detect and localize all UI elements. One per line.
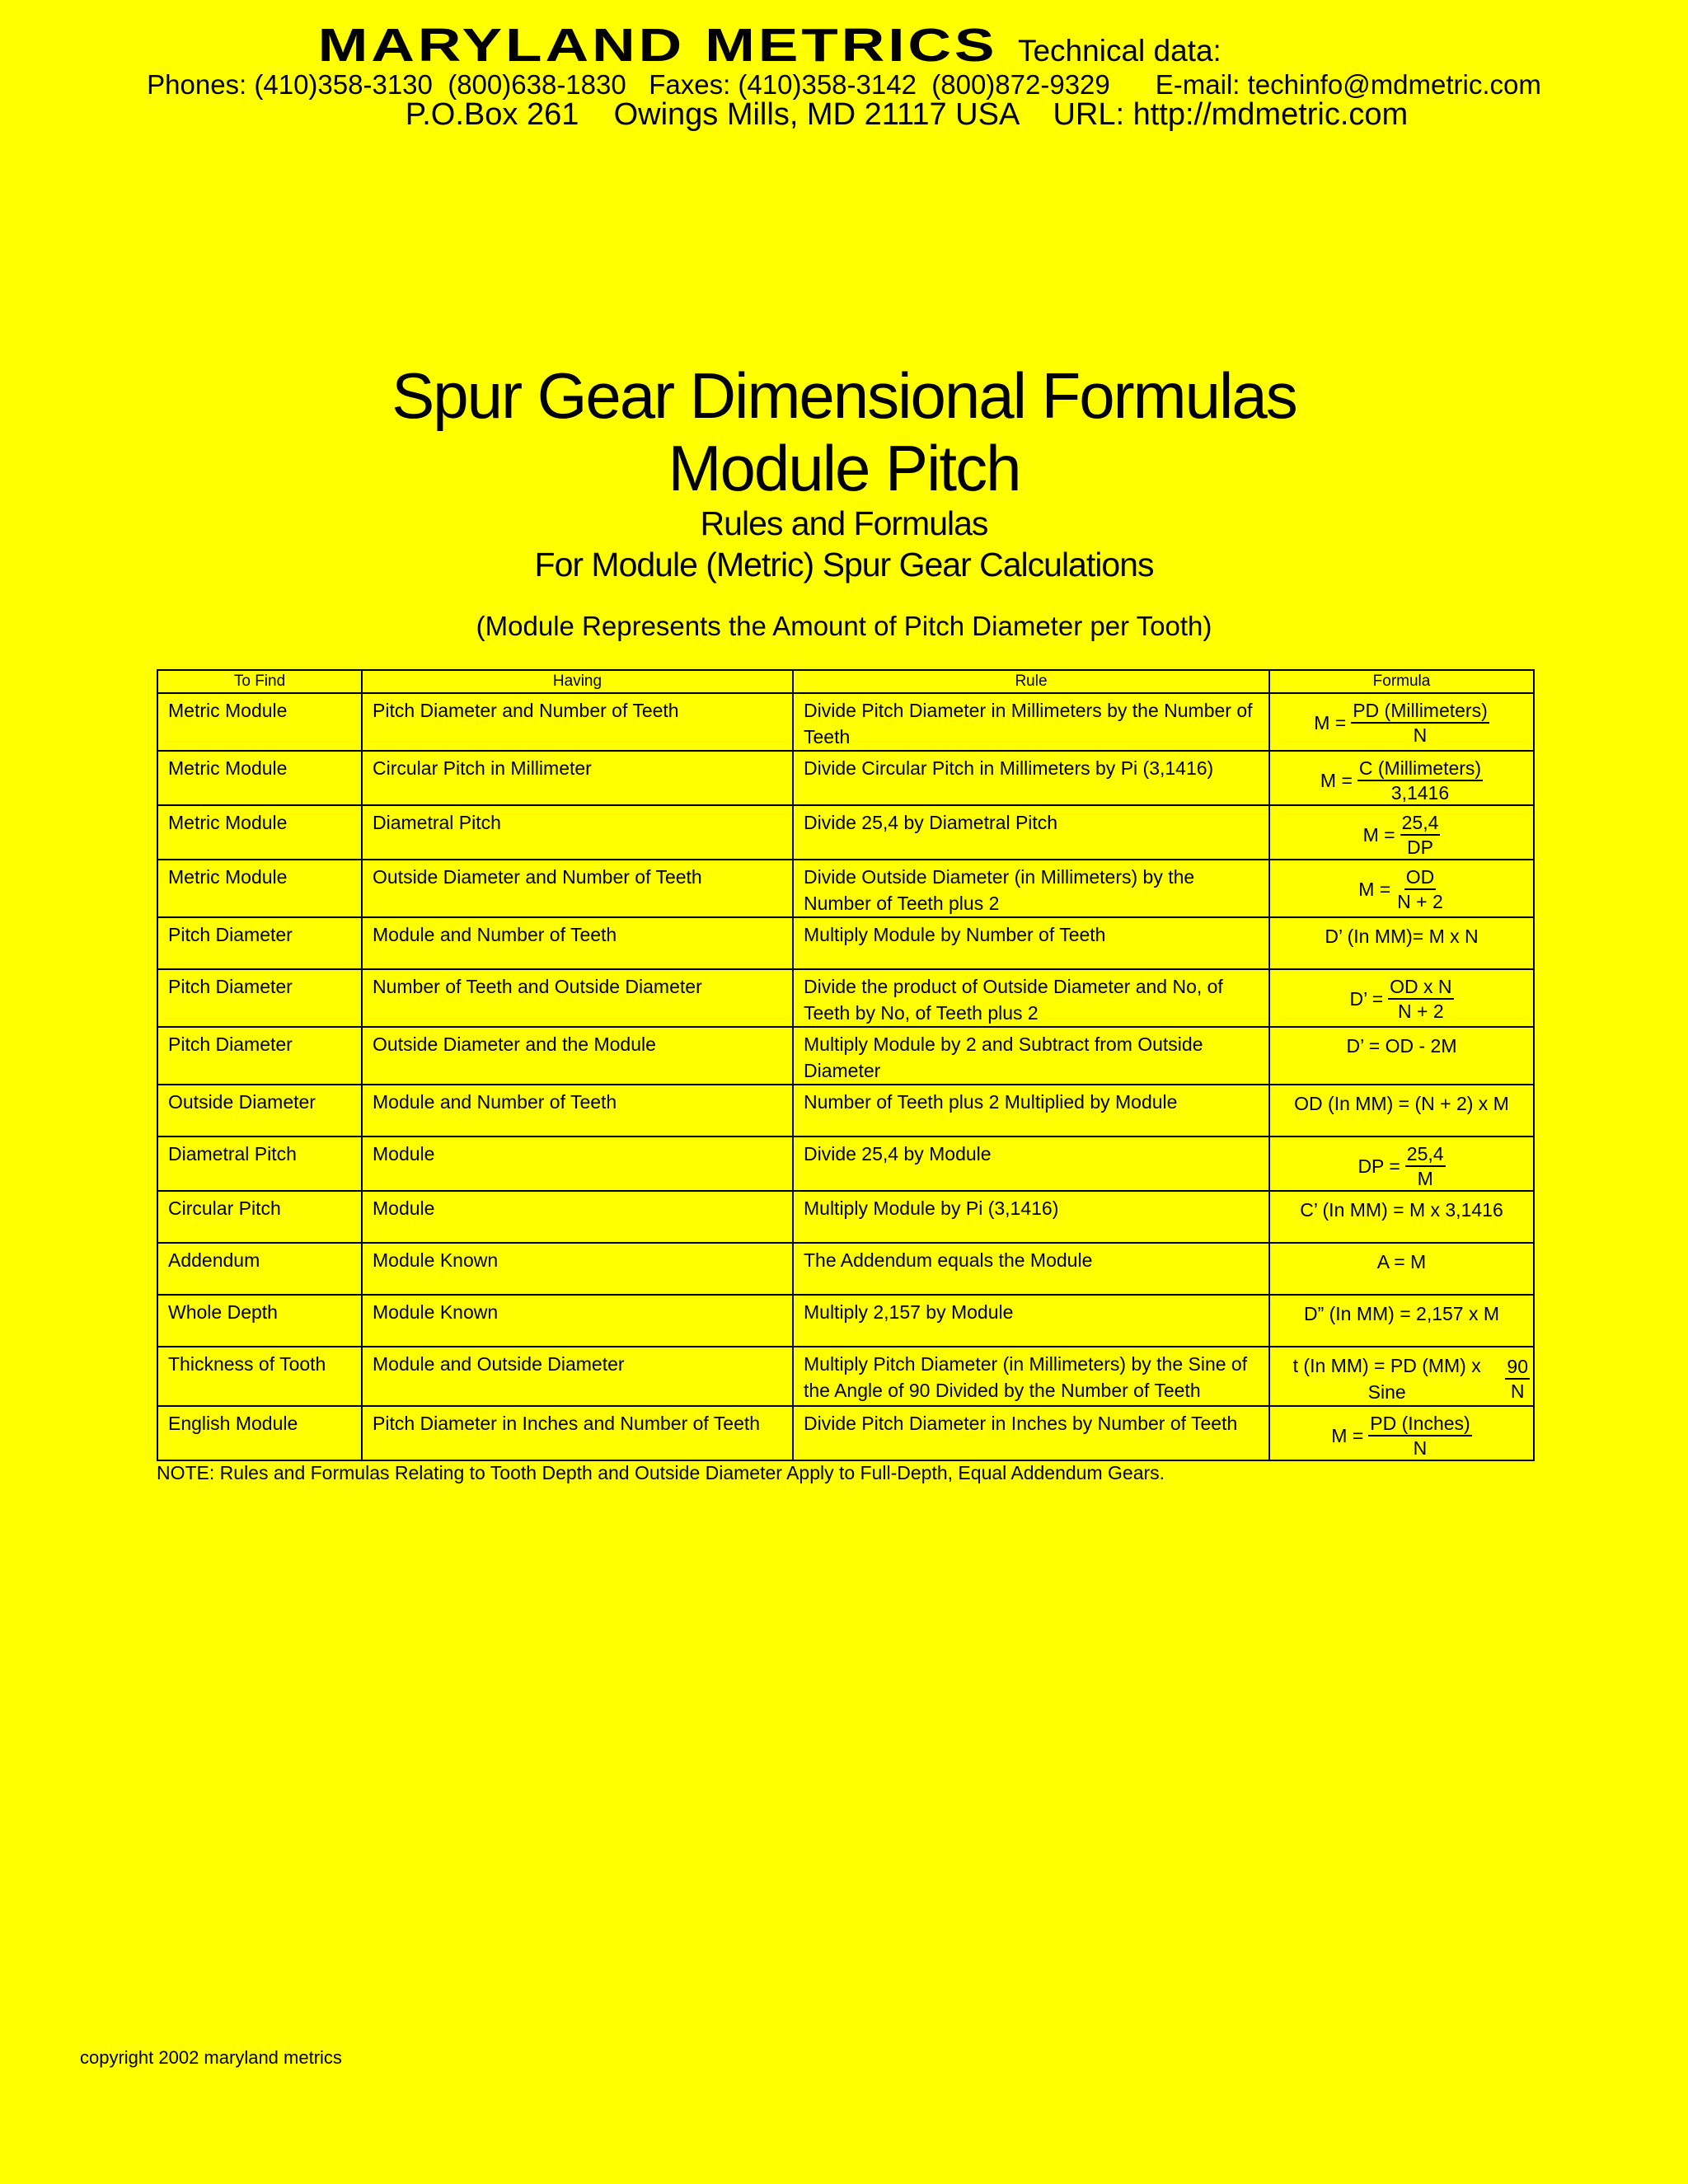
fraction — [1368, 1412, 1471, 1460]
table-row — [157, 917, 1534, 969]
fraction-formula — [1363, 811, 1441, 859]
cell-having: Module and Number of Teeth — [362, 1085, 793, 1137]
table-row — [157, 805, 1534, 860]
cell-to-find: Addendum — [157, 1243, 362, 1295]
cell-having: Circular Pitch in Millimeter — [362, 751, 793, 805]
technical-data-label: Technical data: — [1017, 34, 1221, 68]
page-subtitle: Module Pitch — [668, 432, 1020, 504]
formula-lhs: D’ = — [1349, 988, 1384, 1010]
table-row — [157, 1137, 1534, 1191]
inline-formula: C’ (In MM) = M x 3,1416 — [1300, 1199, 1503, 1221]
column-header-rule: Rule — [793, 670, 1269, 693]
cell-formula — [1269, 751, 1534, 805]
formula-lhs: M = — [1358, 879, 1391, 900]
formula-lhs: M = — [1331, 1425, 1364, 1446]
cell-having: Pitch Diameter and Number of Teeth — [362, 693, 793, 751]
cell-rule: Divide the product of Outside Diameter and No, of Teeth by No, of Teeth plus 2 — [793, 969, 1269, 1027]
cell-to-find: Whole Depth — [157, 1295, 362, 1347]
cell-formula — [1269, 1191, 1534, 1243]
fraction — [1388, 975, 1453, 1023]
cell-rule: Multiply Module by 2 and Subtract from Outside Diameter — [793, 1027, 1269, 1085]
cell-formula — [1269, 693, 1534, 751]
formula-lhs: t (In MM) = PD (MM) x Sine — [1292, 1355, 1481, 1403]
cell-having: Module and Number of Teeth — [362, 917, 793, 969]
fraction-numerator: 25,4 — [1400, 811, 1441, 836]
fraction-numerator: 25,4 — [1405, 1142, 1446, 1167]
fraction-numerator: 90 — [1505, 1355, 1530, 1380]
column-header-to-find: To Find — [157, 670, 362, 693]
table-body — [157, 693, 1534, 1460]
cell-to-find: Pitch Diameter — [157, 1027, 362, 1085]
fraction-numerator: OD — [1404, 865, 1437, 890]
cell-rule: Divide 25,4 by Diametral Pitch — [793, 805, 1269, 860]
fraction — [1357, 757, 1483, 804]
cell-to-find: Metric Module — [157, 751, 362, 805]
fraction-denominator: N + 2 — [1398, 1001, 1444, 1022]
cell-rule: Number of Teeth plus 2 Multiplied by Module — [793, 1085, 1269, 1137]
table-row — [157, 1347, 1534, 1406]
column-header-having: Having — [362, 670, 793, 693]
cell-formula — [1269, 1243, 1534, 1295]
cell-formula — [1269, 805, 1534, 860]
cell-to-find: Metric Module — [157, 693, 362, 751]
formula-lhs: DP = — [1357, 1155, 1400, 1177]
cell-rule: Multiply 2,157 by Module — [793, 1295, 1269, 1347]
fraction — [1395, 865, 1445, 913]
contact-phones: Phones: (410)358-3130 (800)638-1830 Faxes: (410)358-3142 (800)872-9329 E-mail: techinfo@mdmetric.com — [147, 69, 1541, 100]
cell-formula — [1269, 1085, 1534, 1137]
cell-to-find: Diametral Pitch — [157, 1137, 362, 1191]
cell-rule: Divide Pitch Diameter in Millimeters by the Number of Teeth — [793, 693, 1269, 751]
fraction-formula — [1349, 975, 1453, 1023]
inline-formula: D’ = OD - 2M — [1346, 1035, 1457, 1057]
fraction-numerator: OD x N — [1388, 975, 1453, 1000]
cell-having: Number of Teeth and Outside Diameter — [362, 969, 793, 1027]
cell-rule: Multiply Module by Number of Teeth — [793, 917, 1269, 969]
cell-formula — [1269, 917, 1534, 969]
table-row — [157, 969, 1534, 1027]
cell-rule: Divide 25,4 by Module — [793, 1137, 1269, 1191]
fraction-denominator: 3,1416 — [1390, 782, 1450, 804]
cell-having: Module — [362, 1191, 793, 1243]
fraction-numerator: C (Millimeters) — [1357, 757, 1483, 781]
table-row — [157, 1085, 1534, 1137]
cell-rule: Multiply Pitch Diameter (in Millimeters) by the Sine of the Angle of 90 Divided by the Number of Teeth — [793, 1347, 1269, 1406]
table-header-row — [157, 670, 1534, 693]
cell-formula — [1269, 1137, 1534, 1191]
fraction-formula — [1273, 1352, 1530, 1405]
table-row — [157, 751, 1534, 805]
inline-formula: D’ (In MM)= M x N — [1325, 926, 1479, 947]
cell-rule: Divide Pitch Diameter in Inches by Number of Teeth — [793, 1406, 1269, 1460]
cell-having: Outside Diameter and Number of Teeth — [362, 860, 793, 917]
fraction-formula — [1320, 757, 1483, 804]
fraction-formula — [1357, 1142, 1445, 1190]
fraction-formula — [1358, 865, 1445, 913]
fraction — [1505, 1355, 1530, 1403]
table-row — [157, 1406, 1534, 1460]
cell-rule: The Addendum equals the Module — [793, 1243, 1269, 1295]
cell-formula — [1269, 860, 1534, 917]
cell-to-find: Outside Diameter — [157, 1085, 362, 1137]
company-name: MARYLAND METRICS — [317, 19, 998, 72]
cell-to-find: Thickness of Tooth — [157, 1347, 362, 1406]
fraction-denominator: M — [1417, 1168, 1433, 1189]
fraction-denominator: N — [1510, 1380, 1525, 1402]
cell-having: Pitch Diameter in Inches and Number of Teeth — [362, 1406, 793, 1460]
column-header-formula: Formula — [1269, 670, 1534, 693]
cell-formula — [1269, 1027, 1534, 1085]
table-row — [157, 1191, 1534, 1243]
cell-having: Module — [362, 1137, 793, 1191]
formula-lhs: M = — [1362, 824, 1395, 846]
table-row — [157, 1295, 1534, 1347]
module-definition: (Module Represents the Amount of Pitch Diameter per Tooth) — [476, 611, 1212, 641]
formula-lhs: M = — [1320, 770, 1353, 791]
rules-heading: Rules and Formulas — [700, 504, 988, 542]
table-row — [157, 1027, 1534, 1085]
cell-to-find: Pitch Diameter — [157, 969, 362, 1027]
fraction-denominator: N — [1413, 724, 1428, 746]
contact-address: P.O.Box 261 Owings Mills, MD 21117 USA URL: http://mdmetric.com — [405, 97, 1409, 132]
cell-rule: Divide Outside Diameter (in Millimeters) by the Number of Teeth plus 2 — [793, 860, 1269, 917]
fraction-formula — [1314, 699, 1489, 747]
formula-table — [157, 669, 1535, 1461]
cell-formula — [1269, 969, 1534, 1027]
fraction-denominator: DP — [1407, 837, 1433, 858]
cell-formula — [1269, 1406, 1534, 1460]
inline-formula: D” (In MM) = 2,157 x M — [1303, 1303, 1500, 1324]
cell-to-find: Metric Module — [157, 805, 362, 860]
cell-to-find: English Module — [157, 1406, 362, 1460]
fraction — [1400, 811, 1441, 859]
cell-having: Module Known — [362, 1295, 793, 1347]
cell-rule: Multiply Module by Pi (3,1416) — [793, 1191, 1269, 1243]
fraction-formula — [1331, 1412, 1471, 1460]
cell-having: Module Known — [362, 1243, 793, 1295]
cell-having: Diametral Pitch — [362, 805, 793, 860]
copyright: copyright 2002 maryland metrics — [80, 2047, 342, 2068]
table-row — [157, 860, 1534, 917]
cell-to-find: Metric Module — [157, 860, 362, 917]
company-header — [0, 18, 1688, 73]
fraction-denominator: N — [1413, 1437, 1428, 1459]
fraction-denominator: N + 2 — [1397, 891, 1443, 912]
table-note: NOTE: Rules and Formulas Relating to Tooth Depth and Outside Diameter Apply to Full-Depth, Equal Addendum Gears. — [157, 1462, 1165, 1483]
inline-formula: OD (In MM) = (N + 2) x M — [1294, 1093, 1509, 1114]
cell-to-find: Circular Pitch — [157, 1191, 362, 1243]
table-row — [157, 1243, 1534, 1295]
cell-formula — [1269, 1347, 1534, 1406]
fraction — [1351, 699, 1489, 747]
fraction-numerator: PD (Millimeters) — [1351, 699, 1489, 724]
cell-to-find: Pitch Diameter — [157, 917, 362, 969]
table-row — [157, 693, 1534, 751]
fraction — [1405, 1142, 1446, 1190]
cell-rule: Divide Circular Pitch in Millimeters by Pi (3,1416) — [793, 751, 1269, 805]
cell-having: Module and Outside Diameter — [362, 1347, 793, 1406]
fraction-numerator: PD (Inches) — [1368, 1412, 1471, 1436]
inline-formula: A = M — [1376, 1251, 1427, 1272]
cell-formula — [1269, 1295, 1534, 1347]
cell-having: Outside Diameter and the Module — [362, 1027, 793, 1085]
page-title: Spur Gear Dimensional Formulas — [392, 359, 1296, 432]
for-heading: For Module (Metric) Spur Gear Calculations — [534, 546, 1154, 583]
formula-lhs: M = — [1314, 712, 1347, 733]
